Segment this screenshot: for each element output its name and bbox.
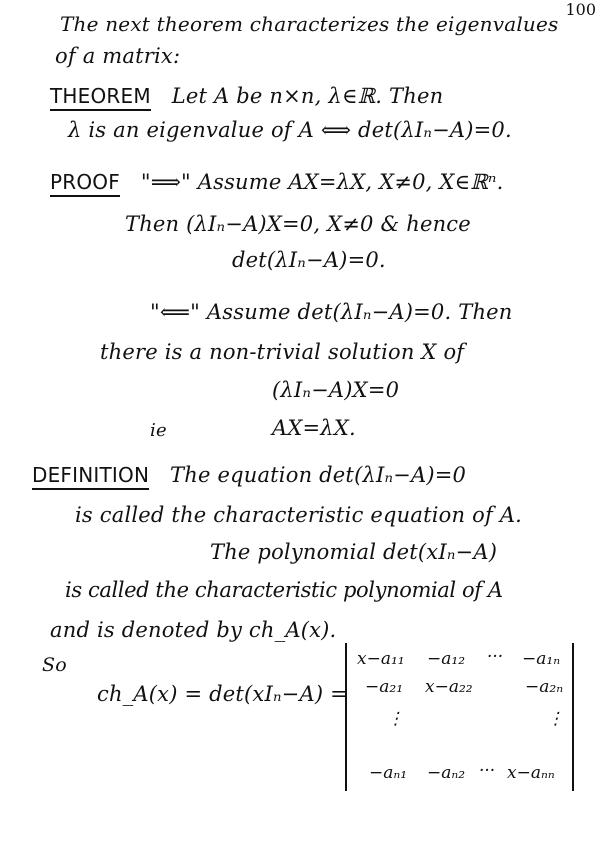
proof-eigen-eq: AX=λX. <box>272 416 356 440</box>
determinant-matrix <box>345 643 574 791</box>
matrix-entry: −aₙ₂ <box>427 763 466 783</box>
matrix-entry: −a₁ₙ <box>522 649 561 669</box>
proof-line <box>50 170 504 194</box>
definition-heading: DEFINITION <box>32 463 149 490</box>
theorem-line <box>50 84 443 108</box>
proof-ie: ie <box>150 420 167 441</box>
intro-line-1: The next theorem characterizes the eigenvalues <box>60 12 559 36</box>
intro-line-2: of a matrix: <box>55 44 181 68</box>
matrix-dots: ··· <box>479 761 496 781</box>
matrix-entry: −a₂ₙ <box>525 677 564 697</box>
matrix-dots: ··· <box>487 647 504 667</box>
theorem-heading: THEOREM <box>50 84 151 111</box>
definition-line-3: The polynomial det(xIₙ−A) <box>210 540 498 564</box>
proof-backward: "⟸" Assume det(λIₙ−A)=0. Then <box>150 300 513 324</box>
proof-then-line: Then (λIₙ−A)X=0, X≠0 & hence <box>125 212 471 236</box>
proof-forward: "⟹" Assume AX=λX, X≠0, X∈ℝⁿ. <box>140 170 504 194</box>
matrix-entry: −a₂₁ <box>365 677 404 697</box>
formula-lhs: ch_A(x) = det(xIₙ−A) = <box>97 682 348 706</box>
matrix-entry: x−aₙₙ <box>507 763 555 783</box>
definition-line <box>32 463 466 487</box>
proof-heading: PROOF <box>50 170 120 197</box>
so-label: So <box>42 654 67 676</box>
proof-nontrivial: there is a non-trivial solution X of <box>100 340 465 364</box>
definition-line-5: and is denoted by ch_A(x). <box>50 618 337 642</box>
matrix-vdots: ⋮ <box>547 709 564 729</box>
proof-det-line: det(λIₙ−A)=0. <box>232 248 386 272</box>
page-number: 100 <box>565 0 596 19</box>
matrix-vdots: ⋮ <box>387 709 404 729</box>
matrix-entry: x−a₁₁ <box>357 649 405 669</box>
proof-system: (λIₙ−A)X=0 <box>272 378 400 402</box>
definition-line-2: is called the characteristic equation of A. <box>75 503 523 527</box>
matrix-entry: −aₙ₁ <box>369 763 408 783</box>
definition-line-4: is called the characteristic polynomial of A <box>65 578 503 602</box>
matrix-entry: −a₁₂ <box>427 649 466 669</box>
theorem-statement: λ is an eigenvalue of A ⟺ det(λIₙ−A)=0. <box>68 118 512 142</box>
definition-equation: The equation det(λIₙ−A)=0 <box>170 463 467 487</box>
theorem-text: Let A be n×n, λ∈ℝ. Then <box>171 84 444 108</box>
matrix-entry: x−a₂₂ <box>425 677 473 697</box>
